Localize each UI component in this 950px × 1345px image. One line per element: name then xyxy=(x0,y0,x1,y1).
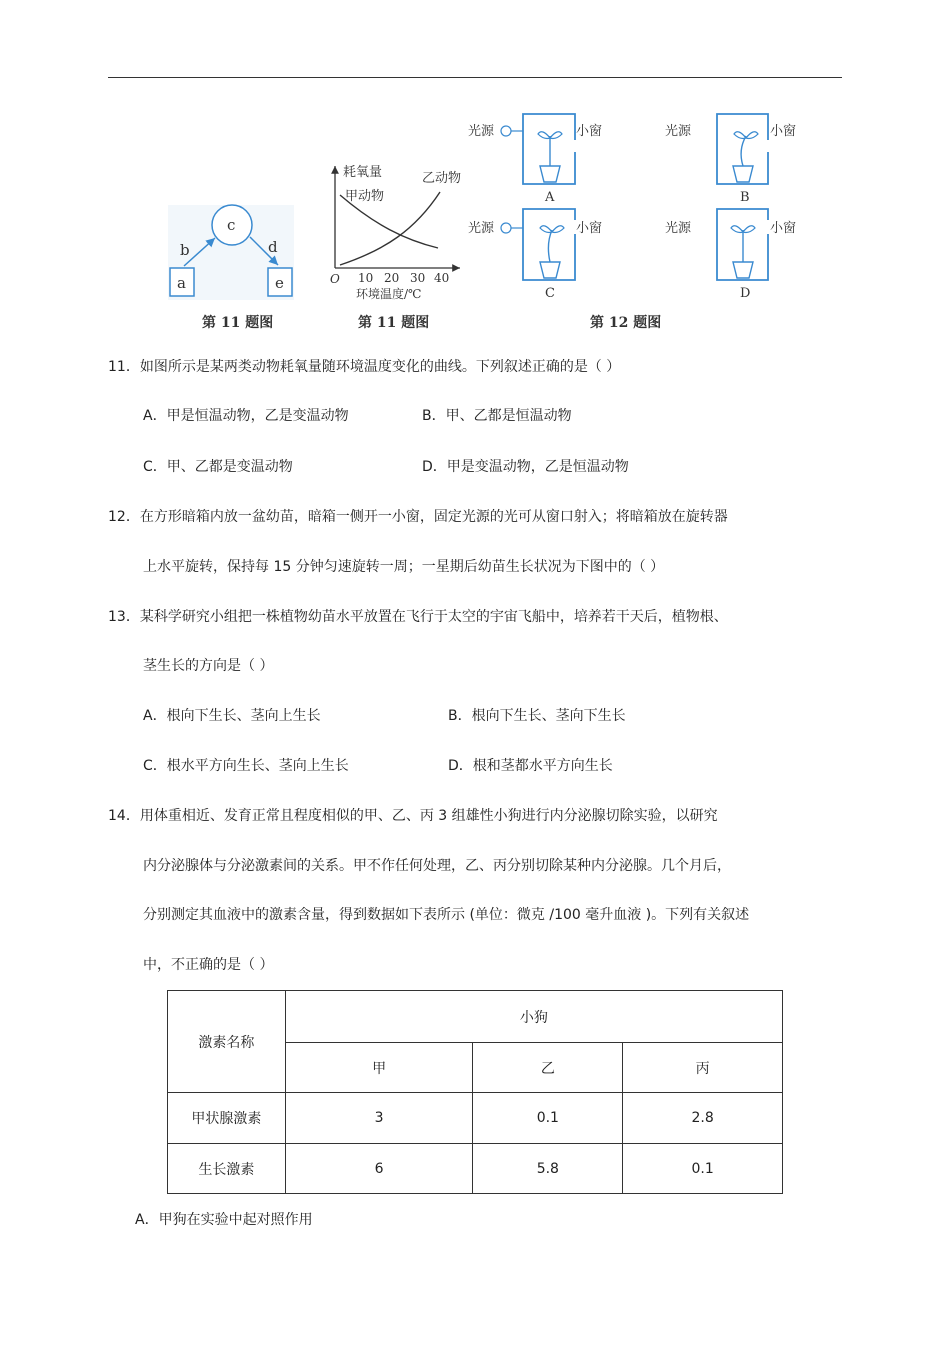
q12-line1: 12．在方形暗箱内放一盆幼苗，暗箱一侧开一小窗，固定光源的光可从窗口射入；将暗箱放在旋转器 xyxy=(108,509,728,525)
node-b-label: b xyxy=(180,241,190,259)
box-a-window-label: 小窗 xyxy=(576,124,603,139)
q14-line3: 分别测定其血液中的激素含量，得到数据如下表所示 (单位：微克 /100 毫升血液 )。下列有关叙述 xyxy=(143,907,750,923)
fig3-caption: 第 12 题图 xyxy=(590,315,662,331)
fig2-xlabel: 环境温度/℃ xyxy=(356,287,422,301)
table-corner-cell: 激素名称 xyxy=(168,991,286,1093)
q13-option-a: A．根向下生长、茎向上生长 xyxy=(143,708,321,724)
q13-option-b: B．根向下生长、茎向下生长 xyxy=(448,708,626,724)
table-cell: 0.1 xyxy=(473,1093,623,1144)
q13-line2: 茎生长的方向是（ ） xyxy=(143,658,274,674)
q13-line1: 13．某科学研究小组把一株植物幼苗水平放置在飞行于太空的宇宙飞船中，培养若干天后，植物根、 xyxy=(108,609,728,625)
series-jia-label: 甲动物 xyxy=(345,189,385,204)
fig2-ylabel: 耗氧量 xyxy=(343,165,383,180)
table-cell: 5.8 xyxy=(473,1144,623,1194)
fig2-caption: 第 11 题图 xyxy=(358,315,430,331)
box-d-letter: D xyxy=(740,286,751,301)
box-b-letter: B xyxy=(740,190,750,205)
table-group-header: 小狗 xyxy=(285,991,782,1043)
q11-option-a: A．甲是恒温动物，乙是变温动物 xyxy=(143,408,349,424)
fig2-xtick-20: 20 xyxy=(384,271,400,285)
q14-line4: 中，不正确的是（ ） xyxy=(143,957,274,973)
node-d-label: d xyxy=(268,238,278,256)
q11-option-c: C．甲、乙都是变温动物 xyxy=(143,459,293,475)
table-row-name: 甲状腺激素 xyxy=(168,1093,286,1144)
q13-option-d: D．根和茎都水平方向生长 xyxy=(448,758,613,774)
node-c-label: c xyxy=(227,216,236,234)
box-c-pot xyxy=(540,262,560,278)
series-yi-label: 乙动物 xyxy=(422,171,462,186)
table-header-row xyxy=(168,991,783,1043)
box-c-light-label: 光源 xyxy=(468,221,495,236)
header-rule xyxy=(108,77,842,78)
table-cell: 6 xyxy=(285,1144,473,1194)
q14-option-a: A．甲狗在实验中起对照作用 xyxy=(135,1212,313,1228)
table-row xyxy=(168,1093,783,1144)
box-a-light-label: 光源 xyxy=(468,124,495,139)
table-cell: 0.1 xyxy=(623,1144,783,1194)
table-row xyxy=(168,1144,783,1194)
box-a-leaves xyxy=(538,132,562,139)
table-cell: 2.8 xyxy=(623,1093,783,1144)
hormone-table xyxy=(167,990,783,1194)
box-b-stem xyxy=(741,136,746,166)
box-a-frame xyxy=(523,114,575,184)
table-col-bing: 丙 xyxy=(623,1043,783,1093)
box-c-window-label: 小窗 xyxy=(576,221,603,236)
box-b-leaves xyxy=(734,132,758,139)
q13-option-c: C．根水平方向生长、茎向上生长 xyxy=(143,758,349,774)
node-e-label: e xyxy=(275,274,284,292)
fig3-boxes xyxy=(468,114,796,331)
box-b-window-label: 小窗 xyxy=(770,124,797,139)
q12-line2: 上水平旋转，保持每 15 分钟匀速旋转一周；一星期后幼苗生长状况为下图中的（ ） xyxy=(143,559,665,575)
table-col-yi: 乙 xyxy=(473,1043,623,1093)
table-cell: 3 xyxy=(285,1093,473,1144)
box-d-window-label: 小窗 xyxy=(770,221,797,236)
fig1-caption: 第 11 题图 xyxy=(202,315,274,331)
q11-stem: 11．如图所示是某两类动物耗氧量随环境温度变化的曲线。下列叙述正确的是（ ） xyxy=(108,359,621,375)
box-c-letter: C xyxy=(545,286,555,301)
box-a xyxy=(468,114,602,205)
figure-strip xyxy=(160,100,810,340)
table-row-name: 生长激素 xyxy=(168,1144,286,1194)
box-a-pot xyxy=(540,166,560,182)
box-c-light-icon xyxy=(501,223,511,233)
q11-option-d: D．甲是变温动物，乙是恒温动物 xyxy=(422,459,629,475)
fig2-xtick-30: 30 xyxy=(410,271,426,285)
box-b-frame xyxy=(717,114,768,184)
table-col-jia: 甲 xyxy=(285,1043,473,1093)
box-d-leaves xyxy=(731,226,755,233)
q11-option-b: B．甲、乙都是恒温动物 xyxy=(422,408,572,424)
fig1-diagram xyxy=(168,205,294,331)
box-c-leaves xyxy=(540,226,564,233)
box-a-letter: A xyxy=(545,190,555,205)
fig2-xtick-40: 40 xyxy=(434,271,450,285)
q14-line2: 内分泌腺体与分泌激素间的关系。甲不作任何处理，乙、丙分别切除某种内分泌腺。几个月后， xyxy=(143,858,731,874)
box-b xyxy=(665,114,796,205)
box-d xyxy=(665,209,796,301)
box-b-light-label: 光源 xyxy=(665,124,692,139)
node-a-label: a xyxy=(177,274,186,292)
box-a-light-icon xyxy=(501,126,511,136)
box-d-pot xyxy=(733,262,753,278)
fig2-origin: O xyxy=(330,272,340,286)
box-d-light-label: 光源 xyxy=(665,221,692,236)
q14-line1: 14．用体重相近、发育正常且程度相似的甲、乙、丙 3 组雄性小狗进行内分泌腺切除实验，以研究 xyxy=(108,808,718,824)
fig2-chart xyxy=(330,164,461,331)
box-c-stem xyxy=(548,230,552,262)
figure-svg xyxy=(160,100,810,340)
fig2-xtick-10: 10 xyxy=(358,271,374,285)
box-c xyxy=(468,209,602,301)
box-b-pot xyxy=(733,166,753,182)
